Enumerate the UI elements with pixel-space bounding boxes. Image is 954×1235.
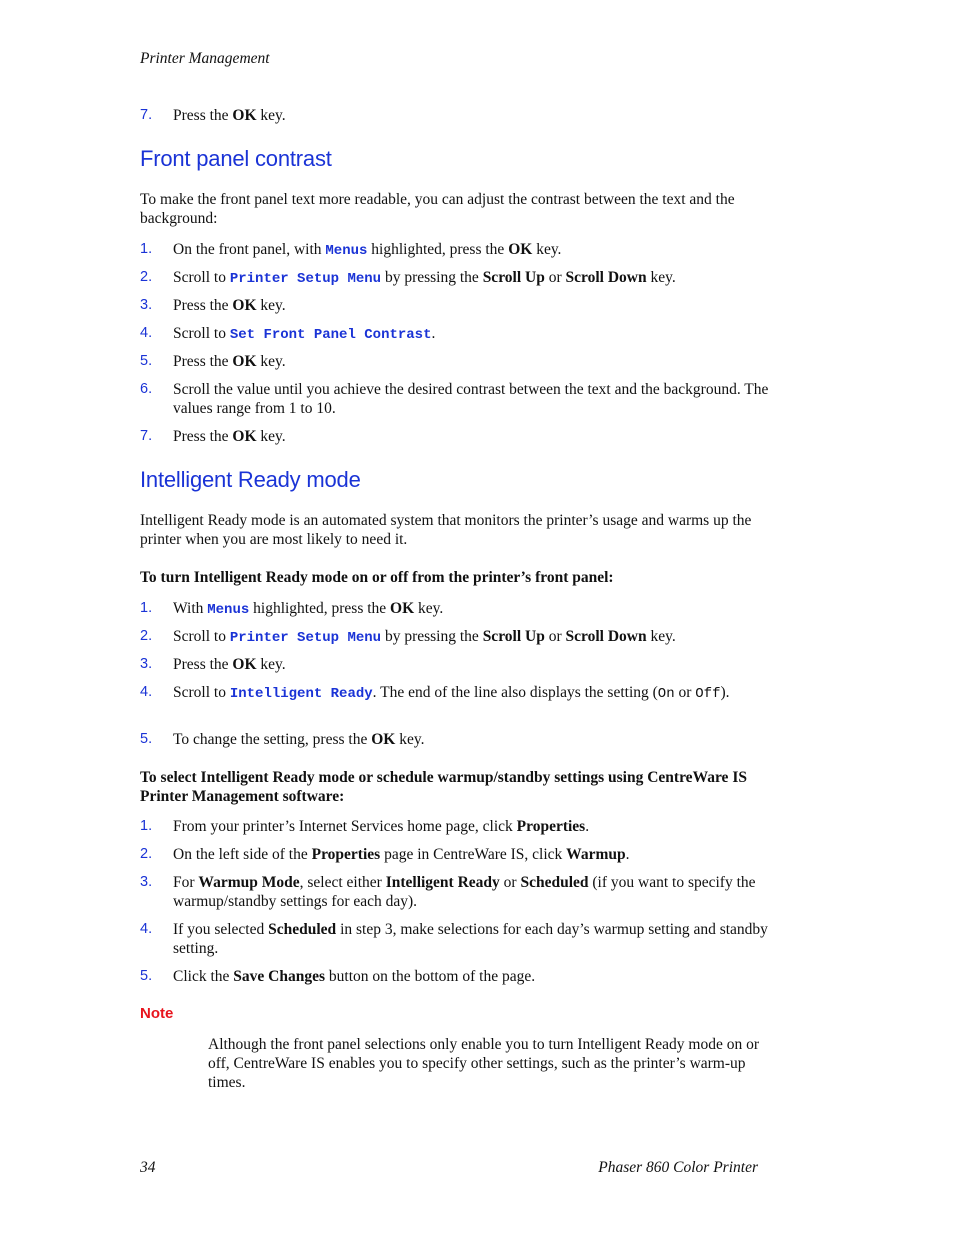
list-item [140,845,780,864]
product-name: Phaser 860 Color Printer [598,1159,758,1176]
step-text: Press the OK key. [173,107,286,124]
list-item [140,920,780,958]
step-text: Scroll to Set Front Panel Contrast. [173,325,436,343]
step-number: 5. [140,353,153,369]
menu-command: Menus [207,602,250,618]
step-text: Click the Save Changes button on the bottom of the page. [173,968,536,985]
step-number: 7. [140,107,153,123]
list-item [140,352,780,371]
step-number: 4. [140,921,153,937]
procedure-lead: To select Intelligent Ready mode or schedule warmup/standby settings using CentreWare IS Printer Management software: [140,769,747,805]
step-number: 2. [140,628,153,644]
step-text: Press the OK key. [173,353,286,370]
step-text: Scroll to Printer Setup Menu by pressing the Scroll Up or Scroll Down key. [173,269,676,287]
step-text: Press the OK key. [173,428,286,445]
step-text: Scroll the value until you achieve the desired contrast between the text and the background. The values range from 1 to 10. [173,381,769,417]
note-text: Although the front panel selections only enable you to turn Intelligent Ready mode on or off, CentreWare IS enables you to specify other settings, such as the printer’s warm-up times. [208,1036,759,1091]
step-number: 7. [140,428,153,444]
list-item [140,730,780,749]
list-item [140,817,780,836]
section-heading-intelligent-ready-mode: Intelligent Ready mode [140,467,361,492]
step-text: With Menus highlighted, press the OK key. [173,600,444,618]
setting-value: On [657,686,675,702]
menu-command: Set Front Panel Contrast [229,327,432,343]
step-text: On the front panel, with Menus highlighted, press the OK key. [173,241,562,259]
menu-command: Printer Setup Menu [229,630,382,646]
list-item [140,599,780,620]
step-text: For Warmup Mode, select either Intelligent Ready or Scheduled (if you want to specify the warmup/standby settings for each day). [173,874,756,910]
step-number: 3. [140,874,153,890]
menu-command: Menus [325,243,368,259]
list-item [140,683,780,704]
step-text: Press the OK key. [173,656,286,673]
step-text: To change the setting, press the OK key. [173,731,425,748]
step-text: Scroll to Printer Setup Menu by pressing the Scroll Up or Scroll Down key. [173,628,676,646]
list-item [140,268,780,289]
menu-command: Intelligent Ready [229,686,373,702]
section-intro: Intelligent Ready mode is an automated system that monitors the printer’s usage and warms up the printer when you are most likely to need it. [140,512,752,548]
menu-command: Printer Setup Menu [229,271,382,287]
step-number: 6. [140,381,153,397]
list-item [140,655,780,674]
step-number: 2. [140,846,153,862]
step-number: 1. [140,241,153,257]
step-number: 1. [140,600,153,616]
step-text: On the left side of the Properties page in CentreWare IS, click Warmup. [173,846,630,863]
step-number: 1. [140,818,153,834]
step-text: If you selected Scheduled in step 3, make selections for each day’s warmup setting and standby setting. [173,921,768,957]
list-item [140,380,780,418]
step-text: Press the OK key. [173,297,286,314]
list-item [140,967,780,986]
section-intro: To make the front panel text more readable, you can adjust the contrast between the text and the background: [140,191,735,227]
step-number: 4. [140,325,153,341]
note-label: Note [140,1005,174,1022]
step-number: 3. [140,656,153,672]
running-head: Printer Management [140,50,270,67]
procedure-lead: To turn Intelligent Ready mode on or off from the printer’s front panel: [140,569,614,586]
list-item [140,324,780,345]
setting-value: Off [695,686,721,702]
section-heading-front-panel-contrast: Front panel contrast [140,146,332,171]
step-text: Scroll to Intelligent Ready. The end of the line also displays the setting (On or Off). [173,684,730,702]
step-number: 5. [140,968,153,984]
list-item [140,873,780,911]
step-number: 3. [140,297,153,313]
list-item [140,627,780,648]
step-number: 5. [140,731,153,747]
step-number: 2. [140,269,153,285]
list-item [140,106,780,125]
list-item [140,240,780,261]
page-number: 34 [140,1159,156,1176]
step-text: From your printer’s Internet Services home page, click Properties. [173,818,590,835]
step-number: 4. [140,684,153,700]
list-item [140,427,780,446]
list-item [140,296,780,315]
